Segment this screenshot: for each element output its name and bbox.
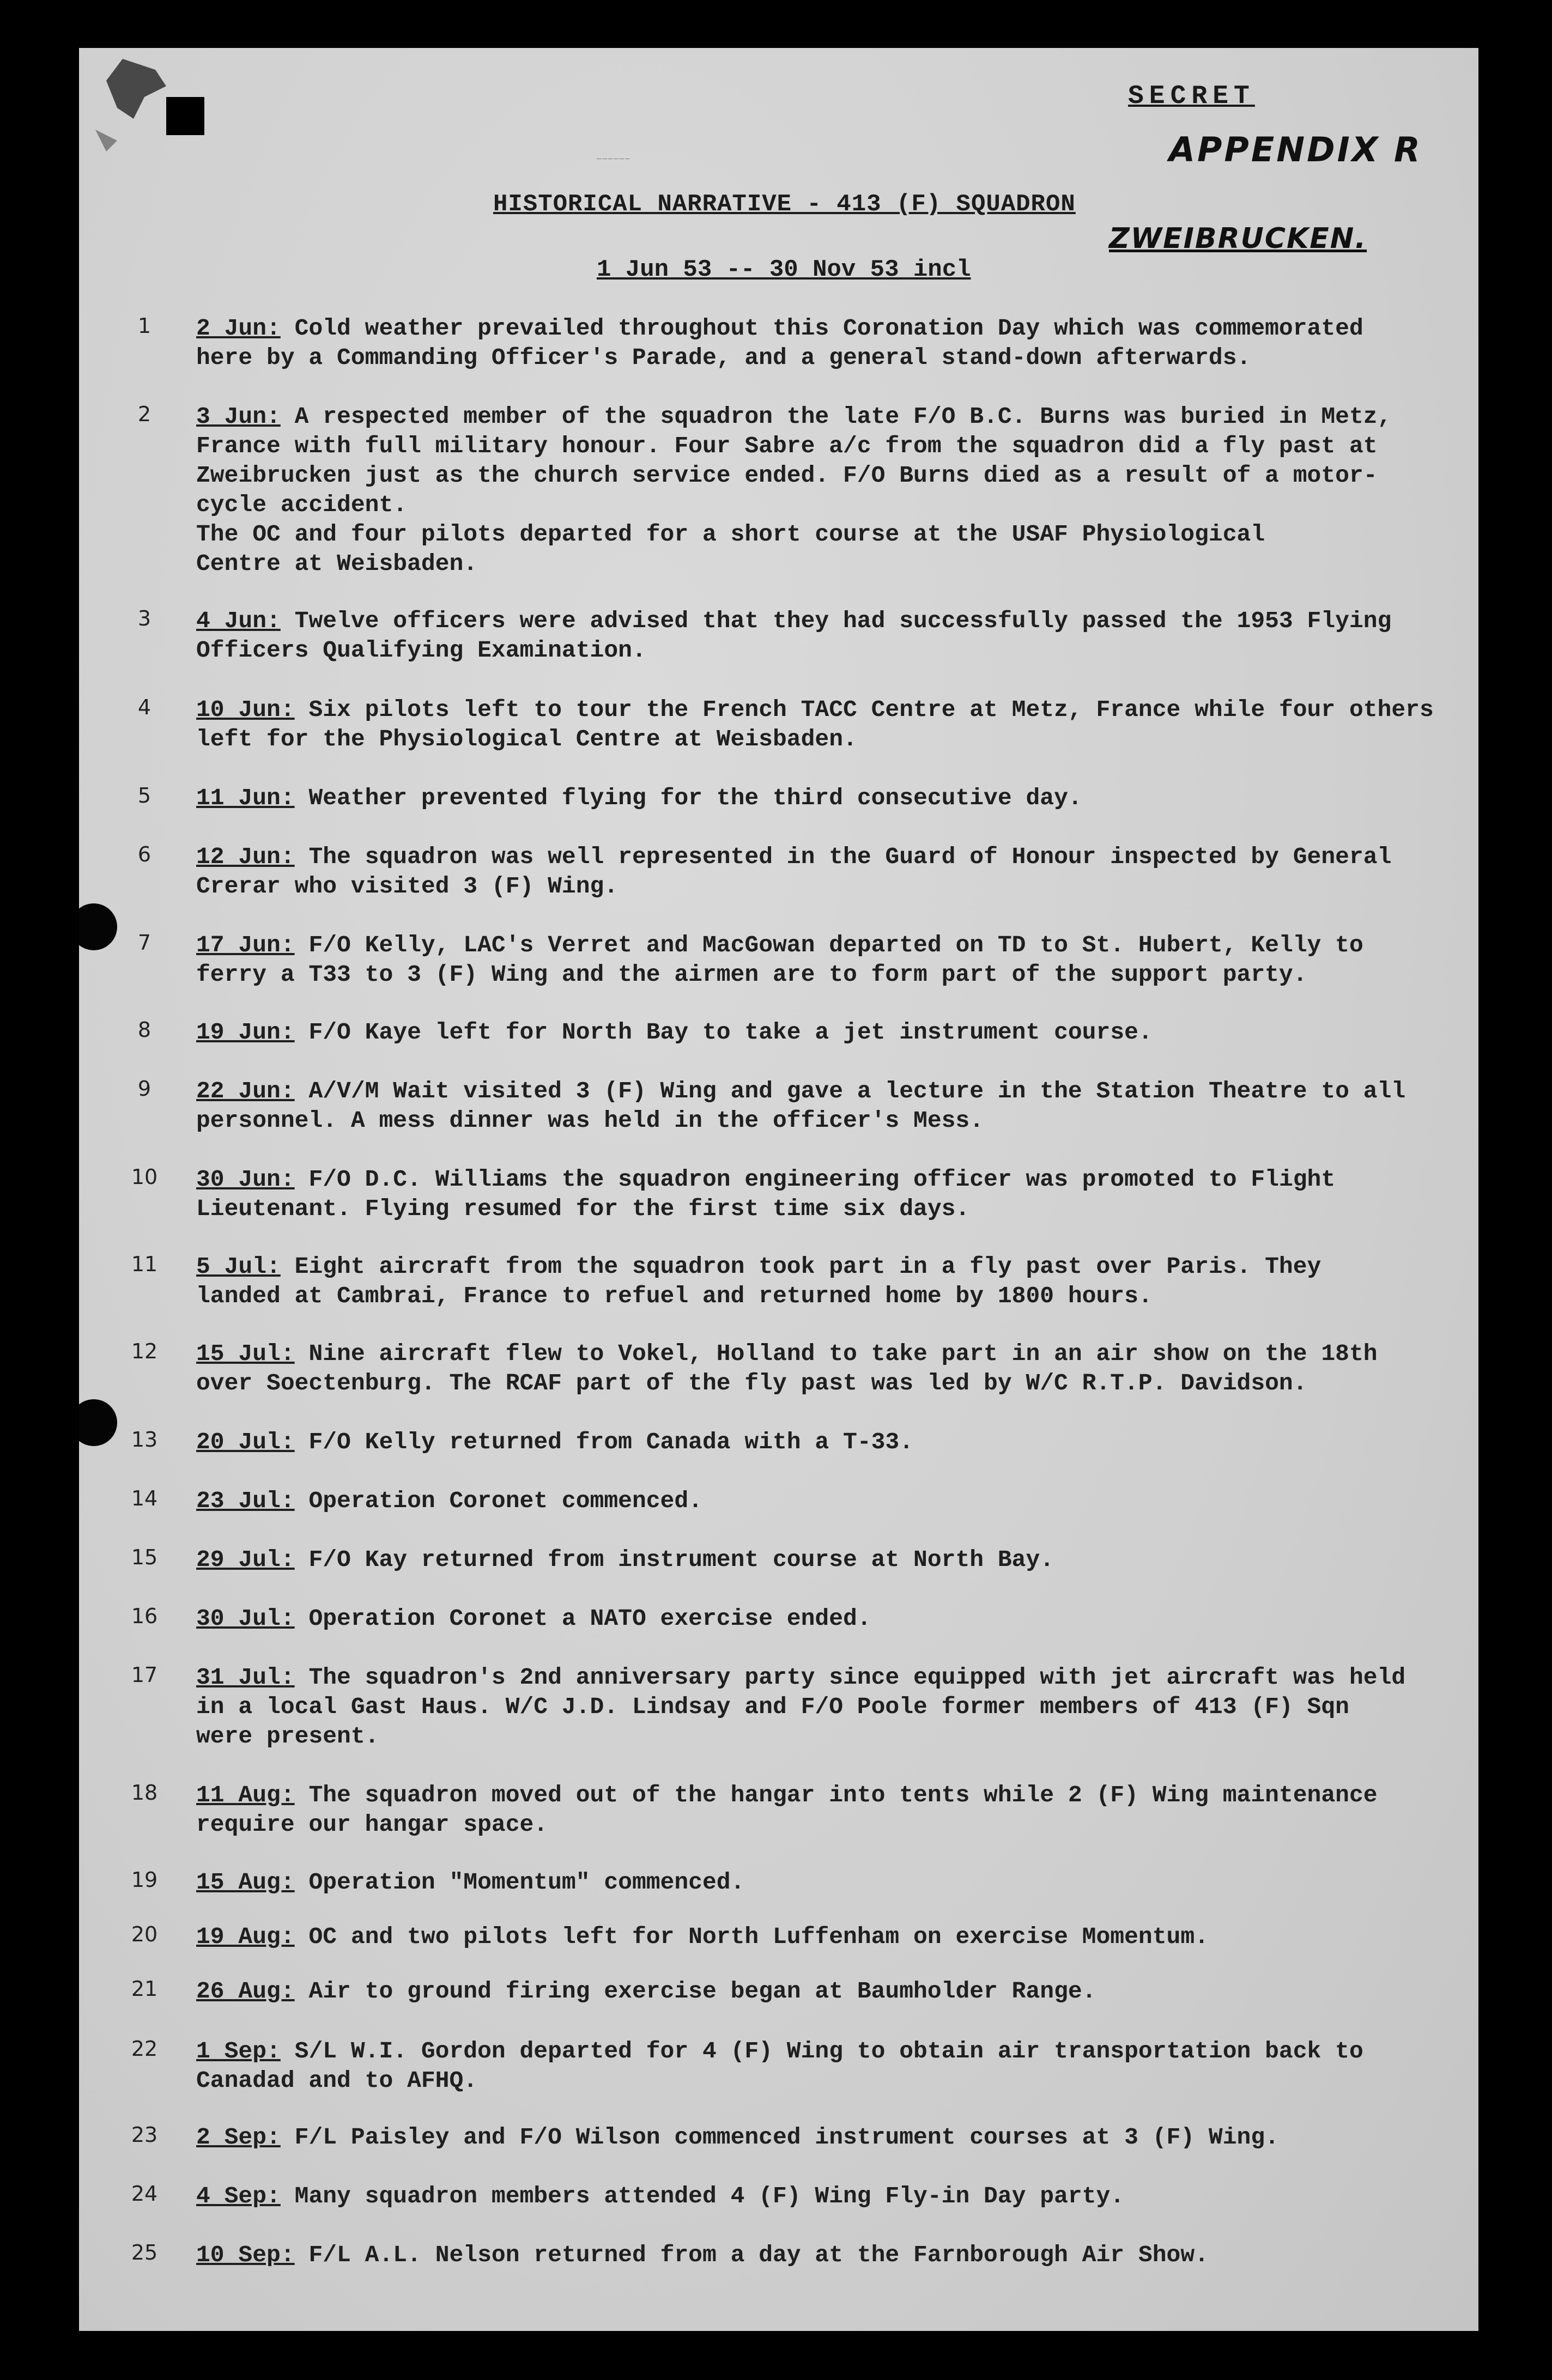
entry-number: 2 [137, 402, 151, 426]
handwritten-appendix: APPENDIX R [1169, 130, 1422, 169]
entry-text [196, 1781, 1471, 1839]
entry-number: 25 [131, 2241, 158, 2264]
punch-hole-lower [79, 1399, 117, 1446]
document-page [79, 48, 1478, 2331]
entry-date: 17 Jun: [196, 932, 295, 958]
entry-date: 31 Jul: [196, 1664, 295, 1691]
entry-number: 21 [131, 1977, 158, 2001]
entry-number: 1 [137, 314, 151, 338]
entry-date: 1 Sep: [196, 2038, 281, 2065]
entry-body: F/O Kay returned from instrument course at North Bay. [308, 1546, 1054, 1573]
entry-date: 19 Jun: [196, 1019, 295, 1046]
entry-text [196, 2123, 1471, 2152]
entry-text [196, 842, 1471, 901]
entry-body: OC and two pilots left for North Luffenham on exercise Momentum. [308, 1923, 1209, 1950]
entry-body: Cold weather prevailed throughout this Coronation Day which was commemorated here by a Commanding Officer's Parade, and a general stand-down afterwards. [196, 315, 1363, 371]
entry-date: 20 Jul: [196, 1429, 295, 1455]
entry-body: Operation Coronet commenced. [308, 1487, 702, 1514]
entry-text [196, 1018, 1471, 1047]
handwritten-location: ZWEIBRUCKEN. [1109, 222, 1367, 255]
entry-body: Operation Coronet a NATO exercise ended. [308, 1605, 871, 1632]
entry-number: 16 [131, 1604, 158, 1628]
entry-text [196, 606, 1471, 665]
entry-number: 18 [131, 1781, 158, 1805]
entry-date: 11 Aug: [196, 1782, 295, 1808]
entry-body: F/L Paisley and F/O Wilson commenced instrument courses at 3 (F) Wing. [294, 2124, 1279, 2151]
entry-body: The squadron was well represented in the Guard of Honour inspected by General Crerar who visited 3 (F) Wing. [196, 843, 1392, 900]
entry-text [196, 314, 1471, 373]
entry-date: 10 Jun: [196, 696, 295, 723]
entry-text [196, 1339, 1471, 1398]
entry-date: 12 Jun: [196, 843, 295, 870]
entry-date: 23 Jul: [196, 1487, 295, 1514]
entry-text [196, 1077, 1471, 1136]
entry-text [196, 1486, 1471, 1516]
entry-text [196, 931, 1471, 989]
entry-number: 12 [131, 1339, 158, 1363]
entry-body: Six pilots left to tour the French TACC Centre at Metz, France while four others left for the Physiological Centre at Weisbaden. [196, 696, 1434, 752]
entry-body: F/O D.C. Williams the squadron engineering officer was promoted to Flight Lieutenant. Flying resumed for the first time six days. [196, 1166, 1336, 1222]
entry-body: Operation "Momentum" commenced. [308, 1869, 745, 1896]
entry-date: 15 Aug: [196, 1869, 295, 1896]
entry-number: 19 [131, 1868, 158, 1892]
entry-number: 14 [131, 1486, 158, 1510]
entry-number: 20 [131, 1922, 158, 1946]
entry-body: A/V/M Wait visited 3 (F) Wing and gave a lecture in the Station Theatre to all personnel. A mess dinner was held in the officer's Mess. [196, 1078, 1406, 1134]
entry-text [196, 1922, 1471, 1952]
entry-date: 2 Jun: [196, 315, 281, 342]
entry-date: 5 Jul: [196, 1253, 281, 1280]
entry-date: 11 Jun: [196, 785, 295, 811]
entry-date: 30 Jul: [196, 1605, 295, 1632]
entry-date: 3 Jun: [196, 403, 281, 430]
entry-text [196, 1545, 1471, 1575]
entry-number: 8 [137, 1018, 151, 1042]
entry-body: S/L W.I. Gordon departed for 4 (F) Wing to obtain air transportation back to Canadad and to AFHQ. [196, 2038, 1363, 2094]
entry-text [196, 784, 1471, 813]
entry-date: 4 Jun: [196, 608, 281, 634]
entry-body: Air to ground firing exercise began at Baumholder Range. [308, 1978, 1096, 2005]
entry-number: 10 [131, 1165, 158, 1189]
entry-body: Twelve officers were advised that they had successfully passed the 1953 Flying Officers Qualifying Examination. [196, 608, 1392, 664]
entry-date: 4 Sep: [196, 2183, 281, 2209]
entry-number: 5 [137, 784, 151, 807]
entry-text [196, 1252, 1471, 1311]
entry-date: 2 Sep: [196, 2124, 281, 2151]
entry-number: 6 [137, 842, 151, 866]
entry-date: 10 Sep: [196, 2242, 295, 2268]
entry-text [196, 1663, 1471, 1751]
entry-date: 30 Jun: [196, 1166, 295, 1193]
entry-text [196, 1428, 1471, 1457]
entry-body: The squadron moved out of the hangar into tents while 2 (F) Wing maintenance require our hangar space. [196, 1782, 1378, 1838]
entry-number: 13 [131, 1428, 158, 1452]
entry-date: 26 Aug: [196, 1978, 295, 2005]
document-title: HISTORICAL NARRATIVE - 413 (F) SQUADRON [493, 191, 1076, 218]
typed-mark: —————— [597, 155, 631, 163]
entry-text [196, 1977, 1471, 2006]
entry-text [196, 695, 1471, 754]
entry-number: 17 [131, 1663, 158, 1687]
entry-body: F/O Kaye left for North Bay to take a jet instrument course. [308, 1019, 1153, 1046]
entry-body: F/O Kelly returned from Canada with a T-33. [308, 1429, 914, 1455]
entry-text [196, 1165, 1471, 1224]
entry-number: 15 [131, 1545, 158, 1569]
entry-body: The squadron's 2nd anniversary party since equipped with jet aircraft was held in a local Gast Haus. W/C J.D. Lindsay and F/O Poole former members of 413 (F) Sqn were present. [196, 1664, 1406, 1750]
entry-number: 7 [137, 931, 151, 955]
entry-date: 19 Aug: [196, 1923, 295, 1950]
entry-number: 24 [131, 2182, 158, 2206]
entry-number: 4 [137, 695, 151, 719]
punch-hole-upper [79, 903, 117, 950]
entry-text [196, 2241, 1471, 2270]
entry-body: Weather prevented flying for the third consecutive day. [308, 785, 1082, 811]
entry-number: 11 [131, 1252, 158, 1276]
entry-number: 3 [137, 606, 151, 630]
entry-body: F/L A.L. Nelson returned from a day at the Farnborough Air Show. [308, 2242, 1209, 2268]
entry-body: Nine aircraft flew to Vokel, Holland to take part in an air show on the 18th over Soectenburg. The RCAF part of the fly past was led by W/C R.T.P. Davidson. [196, 1340, 1378, 1397]
entry-text [196, 2182, 1471, 2211]
entry-text [196, 402, 1471, 579]
entry-text [196, 2037, 1471, 2096]
entry-text [196, 1604, 1471, 1634]
entry-body: Eight aircraft from the squadron took part in a fly past over Paris. They landed at Cambrai, France to refuel and returned home by 1800 hours. [196, 1253, 1321, 1309]
entry-body: F/O Kelly, LAC's Verret and MacGowan departed on TD to St. Hubert, Kelly to ferry a T33 to 3 (F) Wing and the airmen are to form part of the support party. [196, 932, 1363, 988]
entry-number: 22 [131, 2037, 158, 2061]
entry-text [196, 1868, 1471, 1897]
entry-body: Many squadron members attended 4 (F) Wing Fly-in Day party. [294, 2183, 1125, 2209]
entry-number: 9 [137, 1077, 151, 1101]
entry-date: 22 Jun: [196, 1078, 295, 1104]
classification-stamp: SECRET [1128, 82, 1255, 111]
entry-date: 29 Jul: [196, 1546, 295, 1573]
document-period: 1 Jun 53 -- 30 Nov 53 incl [597, 256, 971, 283]
entry-date: 15 Jul: [196, 1340, 295, 1367]
corner-stain [84, 48, 215, 157]
entry-body: A respected member of the squadron the late F/O B.C. Burns was buried in Metz, France with full military honour. Four Sabre a/c from the squadron did a fly past at Zweibrucken just as the church service ended. F/O Burns died as a result of a motor- cycle accident. The OC and four pilots departed for a short course at the USAF Physiological Centre at Weisbaden. [196, 403, 1392, 577]
entry-number: 23 [131, 2123, 158, 2147]
